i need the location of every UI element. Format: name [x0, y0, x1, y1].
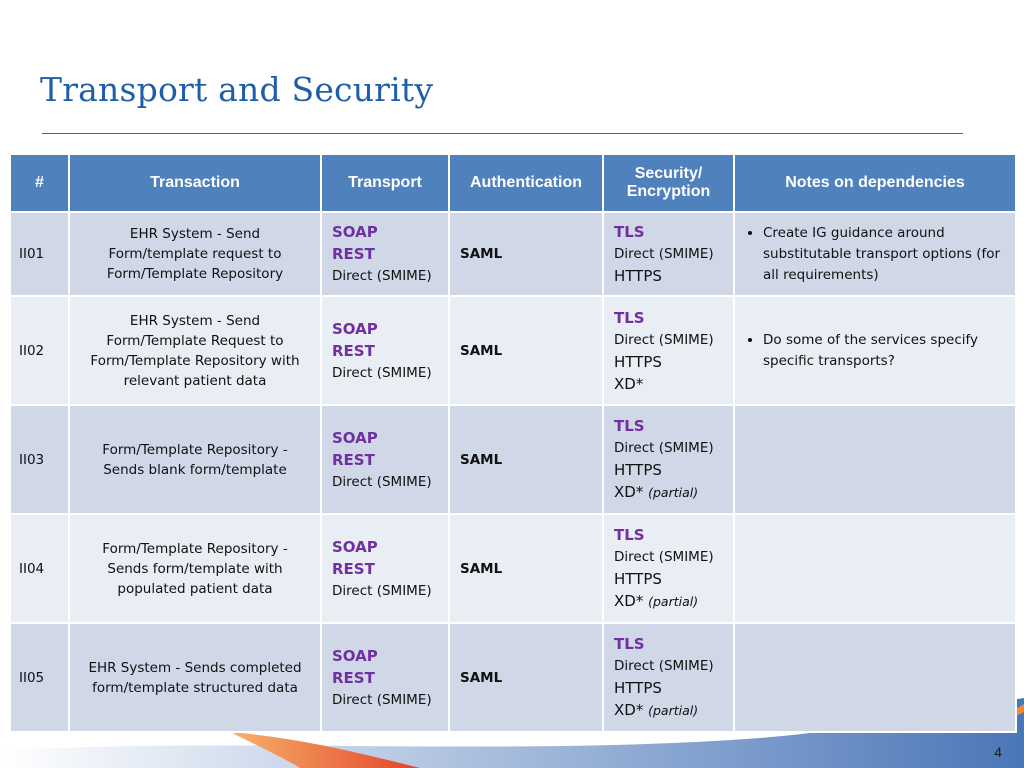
header-notes: Notes on dependencies — [734, 154, 1016, 212]
notes-cell — [734, 514, 1016, 623]
transport-security-table — [9, 153, 1017, 733]
transport-soap: SOAP — [332, 537, 378, 556]
security-https: HTTPS — [614, 267, 662, 285]
security-xd — [614, 373, 723, 395]
table-row — [10, 405, 1016, 514]
transport-cell — [321, 623, 449, 732]
transport-cell — [321, 212, 449, 296]
security-xd-label: XD* — [614, 374, 644, 393]
security-direct: Direct (SMIME) — [614, 658, 714, 674]
authentication-cell: SAML — [449, 623, 603, 732]
transport-cell — [321, 296, 449, 405]
security-xd — [614, 481, 723, 504]
security-tls: TLS — [614, 635, 645, 653]
row-id: II01 — [10, 212, 69, 296]
transport-soap: SOAP — [332, 646, 378, 665]
security-xd-label: XD* — [614, 483, 644, 501]
security-tls: TLS — [614, 308, 645, 327]
security-direct: Direct (SMIME) — [614, 246, 714, 262]
notes-cell — [734, 405, 1016, 514]
notes-cell — [734, 212, 1016, 296]
note-bullet: • Do some of the services specify specific transports? — [763, 330, 1007, 372]
table-row — [10, 514, 1016, 623]
security-cell — [603, 623, 734, 732]
security-https: HTTPS — [614, 570, 662, 588]
transaction-cell: EHR System - Send Form/template request to Form/Template Repository — [69, 212, 321, 296]
security-cell — [603, 212, 734, 296]
transport-soap: SOAP — [332, 223, 378, 241]
transport-direct: Direct (SMIME) — [332, 473, 432, 490]
table-header-row — [10, 154, 1016, 212]
transport-cell — [321, 514, 449, 623]
header-number: # — [10, 154, 69, 212]
header-transport: Transport — [321, 154, 449, 212]
row-id: II05 — [10, 623, 69, 732]
transaction-cell: Form/Template Repository - Sends form/template with populated patient data — [69, 514, 321, 623]
authentication-cell: SAML — [449, 296, 603, 405]
security-https: HTTPS — [614, 461, 662, 479]
security-tls: TLS — [614, 526, 645, 544]
security-xd — [614, 590, 723, 613]
transport-cell — [321, 405, 449, 514]
note-bullet: • Create IG guidance around substitutable transport options (for all requirements) — [763, 223, 1007, 286]
transport-direct: Direct (SMIME) — [332, 691, 432, 708]
security-xd — [614, 699, 723, 722]
authentication-cell: SAML — [449, 405, 603, 514]
security-tls: TLS — [614, 223, 645, 241]
table-row — [10, 623, 1016, 732]
transport-rest: REST — [332, 668, 375, 687]
transport-rest: REST — [332, 341, 375, 360]
title-divider — [42, 133, 963, 134]
transaction-cell: EHR System - Sends completed form/template structured data — [69, 623, 321, 732]
header-authentication: Authentication — [449, 154, 603, 212]
row-id: II02 — [10, 296, 69, 405]
transport-rest: REST — [332, 450, 375, 469]
table-row — [10, 212, 1016, 296]
transport-soap: SOAP — [332, 428, 378, 447]
security-cell — [603, 405, 734, 514]
transport-direct: Direct (SMIME) — [332, 582, 432, 599]
security-https: HTTPS — [614, 352, 662, 371]
security-cell — [603, 296, 734, 405]
slide-number: 4 — [994, 744, 1002, 760]
security-tls: TLS — [614, 417, 645, 435]
transport-direct: Direct (SMIME) — [332, 364, 432, 381]
transaction-cell: EHR System - Send Form/Template Request to Form/Template Repository with relevant patient data — [69, 296, 321, 405]
authentication-cell: SAML — [449, 212, 603, 296]
security-direct: Direct (SMIME) — [614, 331, 714, 348]
transaction-cell: Form/Template Repository - Sends blank form/template — [69, 405, 321, 514]
header-security-encryption: Security/ Encryption — [603, 154, 734, 212]
slide-title: Transport and Security — [40, 70, 434, 109]
notes-cell — [734, 623, 1016, 732]
security-cell — [603, 514, 734, 623]
header-transaction: Transaction — [69, 154, 321, 212]
transport-rest: REST — [332, 559, 375, 578]
row-id: II03 — [10, 405, 69, 514]
security-xd-partial: (partial) — [648, 703, 699, 718]
transport-rest: REST — [332, 245, 375, 263]
security-xd-partial: (partial) — [648, 594, 699, 609]
notes-cell — [734, 296, 1016, 405]
security-xd-label: XD* — [614, 701, 644, 719]
security-https: HTTPS — [614, 679, 662, 697]
transport-direct: Direct (SMIME) — [332, 268, 432, 284]
authentication-cell: SAML — [449, 514, 603, 623]
transport-soap: SOAP — [332, 319, 378, 338]
row-id: II04 — [10, 514, 69, 623]
table-row — [10, 296, 1016, 405]
security-direct: Direct (SMIME) — [614, 549, 714, 565]
security-xd-partial: (partial) — [648, 485, 699, 500]
security-xd-label: XD* — [614, 592, 644, 610]
security-direct: Direct (SMIME) — [614, 440, 714, 456]
